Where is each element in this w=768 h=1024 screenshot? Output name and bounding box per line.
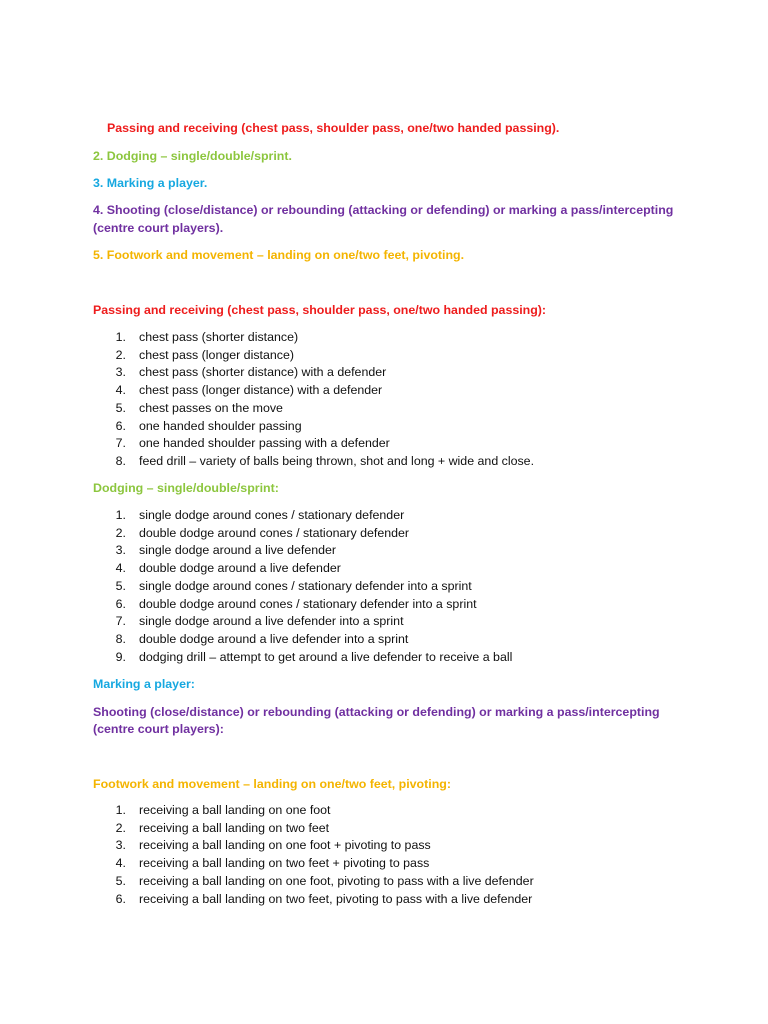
list-item-text: chest pass (shorter distance) [139, 330, 299, 344]
list-item-text: chest passes on the move [139, 400, 283, 415]
list-item-text: receiving a ball landing on two feet [139, 820, 330, 835]
list-item-number: 2. [115, 820, 126, 835]
list-item-text: receiving a ball landing on two feet, pivoting to pass with a live defender [139, 891, 533, 906]
list-item-text: chest pass (longer distance) [139, 347, 294, 362]
list-item-text: chest pass (shorter distance) with a defender [139, 365, 387, 380]
list-item-number: 3. [115, 838, 126, 853]
list-item-number: 1. [115, 330, 126, 344]
list-item-number: 4. [115, 561, 126, 576]
list-item-text: receiving a ball landing on one foot + pivoting to pass [139, 838, 431, 853]
list-item-text: receiving a ball landing on one foot [139, 803, 331, 817]
list-item-number: 5. [115, 400, 126, 415]
list-item-text: dodging drill – attempt to get around a live defender to receive a ball [139, 649, 513, 664]
list-item-text: double dodge around a live defender into a sprint [139, 631, 409, 646]
list-item-number: 6. [115, 596, 126, 611]
list-item-text: receiving a ball landing on two feet + pivoting to pass [139, 856, 430, 871]
list-item-text: feed drill – variety of balls being thrown, shot and long + wide and close. [139, 453, 535, 468]
list-item-number: 3. [115, 365, 126, 380]
summary-item-5: 5. Footwork and movement – landing on one/two feet, pivoting. [93, 248, 465, 262]
list-item-text: single dodge around cones / stationary defender into a sprint [139, 578, 472, 593]
shooting-heading-line-1: Shooting (close/distance) or rebounding (attacking or defending) or marking a pass/intercepting [93, 705, 660, 719]
list-item-number: 8. [115, 453, 126, 468]
summary-item-1: Passing and receiving (chest pass, shoulder pass, one/two handed passing). [107, 121, 560, 135]
shooting-heading-line-2: (centre court players): [93, 722, 224, 736]
list-item-number: 5. [115, 578, 126, 593]
list-item-text: one handed shoulder passing with a defender [139, 436, 390, 451]
list-item-text: double dodge around cones / stationary defender [139, 525, 410, 540]
list-item-text: chest pass (longer distance) with a defender [139, 383, 383, 398]
list-item-number: 3. [115, 543, 126, 558]
list-item-number: 7. [115, 436, 126, 451]
list-item-text: single dodge around cones / stationary defender [139, 508, 405, 522]
list-item-number: 7. [115, 614, 126, 629]
list-item-number: 4. [115, 856, 126, 871]
list-item-number: 8. [115, 631, 126, 646]
list-item-number: 6. [115, 418, 126, 433]
list-item-number: 9. [115, 649, 126, 664]
list-item-number: 6. [115, 891, 126, 906]
summary-item-4-line-1: 4. Shooting (close/distance) or rebounding (attacking or defending) or marking a pass/intercepting [93, 203, 674, 217]
list-item-text: double dodge around a live defender [139, 561, 341, 576]
list-item-text: single dodge around a live defender into a sprint [139, 614, 404, 629]
dodging-heading: Dodging – single/double/sprint: [93, 481, 279, 495]
list-item-number: 4. [115, 383, 126, 398]
list-item-text: one handed shoulder passing [139, 418, 302, 433]
summary-item-2: 2. Dodging – single/double/sprint. [93, 149, 292, 163]
list-item-number: 2. [115, 525, 126, 540]
summary-item-3: 3. Marking a player. [93, 176, 208, 190]
list-item-text: receiving a ball landing on one foot, pivoting to pass with a live defender [139, 873, 534, 888]
passing-heading: Passing and receiving (chest pass, shoulder pass, one/two handed passing): [93, 303, 547, 317]
list-item-number: 1. [115, 508, 126, 522]
marking-heading: Marking a player: [93, 677, 195, 691]
list-item-text: single dodge around a live defender [139, 543, 337, 558]
list-item-number: 5. [115, 873, 126, 888]
list-item-number: 2. [115, 347, 126, 362]
list-item-text: double dodge around cones / stationary defender into a sprint [139, 596, 477, 611]
footwork-heading: Footwork and movement – landing on one/two feet, pivoting: [93, 777, 451, 791]
summary-item-4-line-2: (centre court players). [93, 221, 224, 235]
list-item-number: 1. [115, 803, 126, 817]
